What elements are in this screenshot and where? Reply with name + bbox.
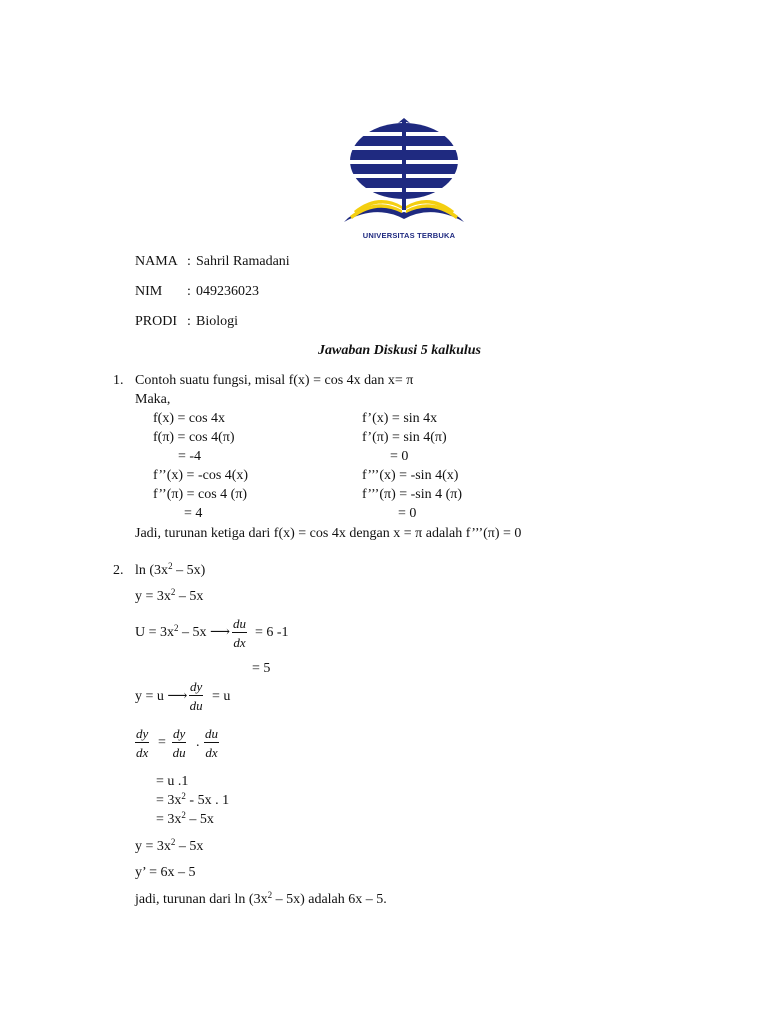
- q1-right-line: = 0: [390, 449, 409, 464]
- nama-label: NAMA: [135, 254, 178, 269]
- q2-yu: y = u ⟶: [135, 689, 188, 704]
- dy-du-fraction: $\frac{dy}{du}$: [172, 726, 186, 760]
- prodi-label: PRODI: [135, 314, 178, 329]
- q1-left-line: f(x) = cos 4x: [153, 411, 226, 426]
- q1-intro: Contoh suatu fungsi, misal f(x) = cos 4x dan x= π: [135, 373, 414, 388]
- q2-function: $\ln (3x^2 - 5x)$: [135, 561, 206, 578]
- q1-left-line: f’’(π) = cos 4 (π): [153, 487, 248, 502]
- nim-separator: :: [187, 284, 191, 299]
- q2-y-definition: $y = 3x^2 - 5x$: [135, 587, 204, 604]
- prodi-value: Biologi: [196, 314, 239, 329]
- dy-dx-fraction: $\frac{dy}{dx}$: [136, 726, 149, 760]
- logo-caption: UNIVERSITAS TERBUKA: [362, 231, 456, 240]
- q2-y-restated: $y = 3x^2 - 5x$: [135, 837, 204, 854]
- q1-right-line: f’(x) = sin 4x: [362, 411, 438, 426]
- q2-step-1: = u .1: [156, 774, 189, 789]
- q2-u-result: = 6 -1: [255, 625, 289, 640]
- q2-u-substitution: $U = 3x^2 - 5x$ ⟶: [135, 623, 231, 640]
- nim-value: 049236023: [196, 284, 259, 299]
- du-dx-fraction: $\frac{du}{dx}$: [205, 726, 218, 760]
- prodi-separator: :: [187, 314, 191, 329]
- dy-du-fraction: $\frac{dy}{du}$: [189, 679, 203, 713]
- q2-step-3: = $3x^2 - 5x$: [156, 810, 214, 827]
- chain-dot: .: [196, 735, 200, 750]
- nama-separator: :: [187, 254, 191, 269]
- q1-left-line: = 4: [184, 506, 203, 521]
- q1-right-line: f’’’(π) = -sin 4 (π): [362, 487, 463, 502]
- q1-number: 1.: [113, 373, 124, 388]
- q1-right-line: = 0: [398, 506, 417, 521]
- q1-right-line: f’’’(x) = -sin 4(x): [362, 468, 459, 483]
- chain-equals: =: [158, 735, 166, 750]
- q1-maka: Maka,: [135, 392, 171, 407]
- nim-label: NIM: [135, 284, 163, 299]
- q1-left-line: f’’(x) = -cos 4(x): [153, 468, 249, 483]
- nama-value: Sahril Ramadani: [196, 254, 290, 269]
- document-title: Jawaban Diskusi 5 kalkulus: [318, 343, 481, 358]
- q1-conclusion: Jadi, turunan ketiga dari f(x) = cos 4x dengan x = π adalah f’’’(π) = 0: [135, 526, 522, 541]
- university-logo: [340, 118, 470, 248]
- q2-conclusion: jadi, turunan dari $\ln (3x^2 - 5x)$ adalah 6x – 5.: [135, 890, 387, 907]
- q2-yu-result: = u: [212, 689, 231, 704]
- q1-left-line: f(π) = cos 4(π): [153, 430, 235, 445]
- q2-number: 2.: [113, 563, 124, 578]
- q1-right-line: f’(π) = sin 4(π): [362, 430, 447, 445]
- q2-eq5: = 5: [252, 661, 271, 676]
- du-dx-fraction: $\frac{du}{dx}$: [233, 616, 246, 650]
- q2-yprime: y’ = 6x – 5: [135, 865, 196, 880]
- q2-step-2: = $3x^2 - 5x$ . 1: [156, 791, 230, 808]
- q1-left-line: = -4: [178, 449, 202, 464]
